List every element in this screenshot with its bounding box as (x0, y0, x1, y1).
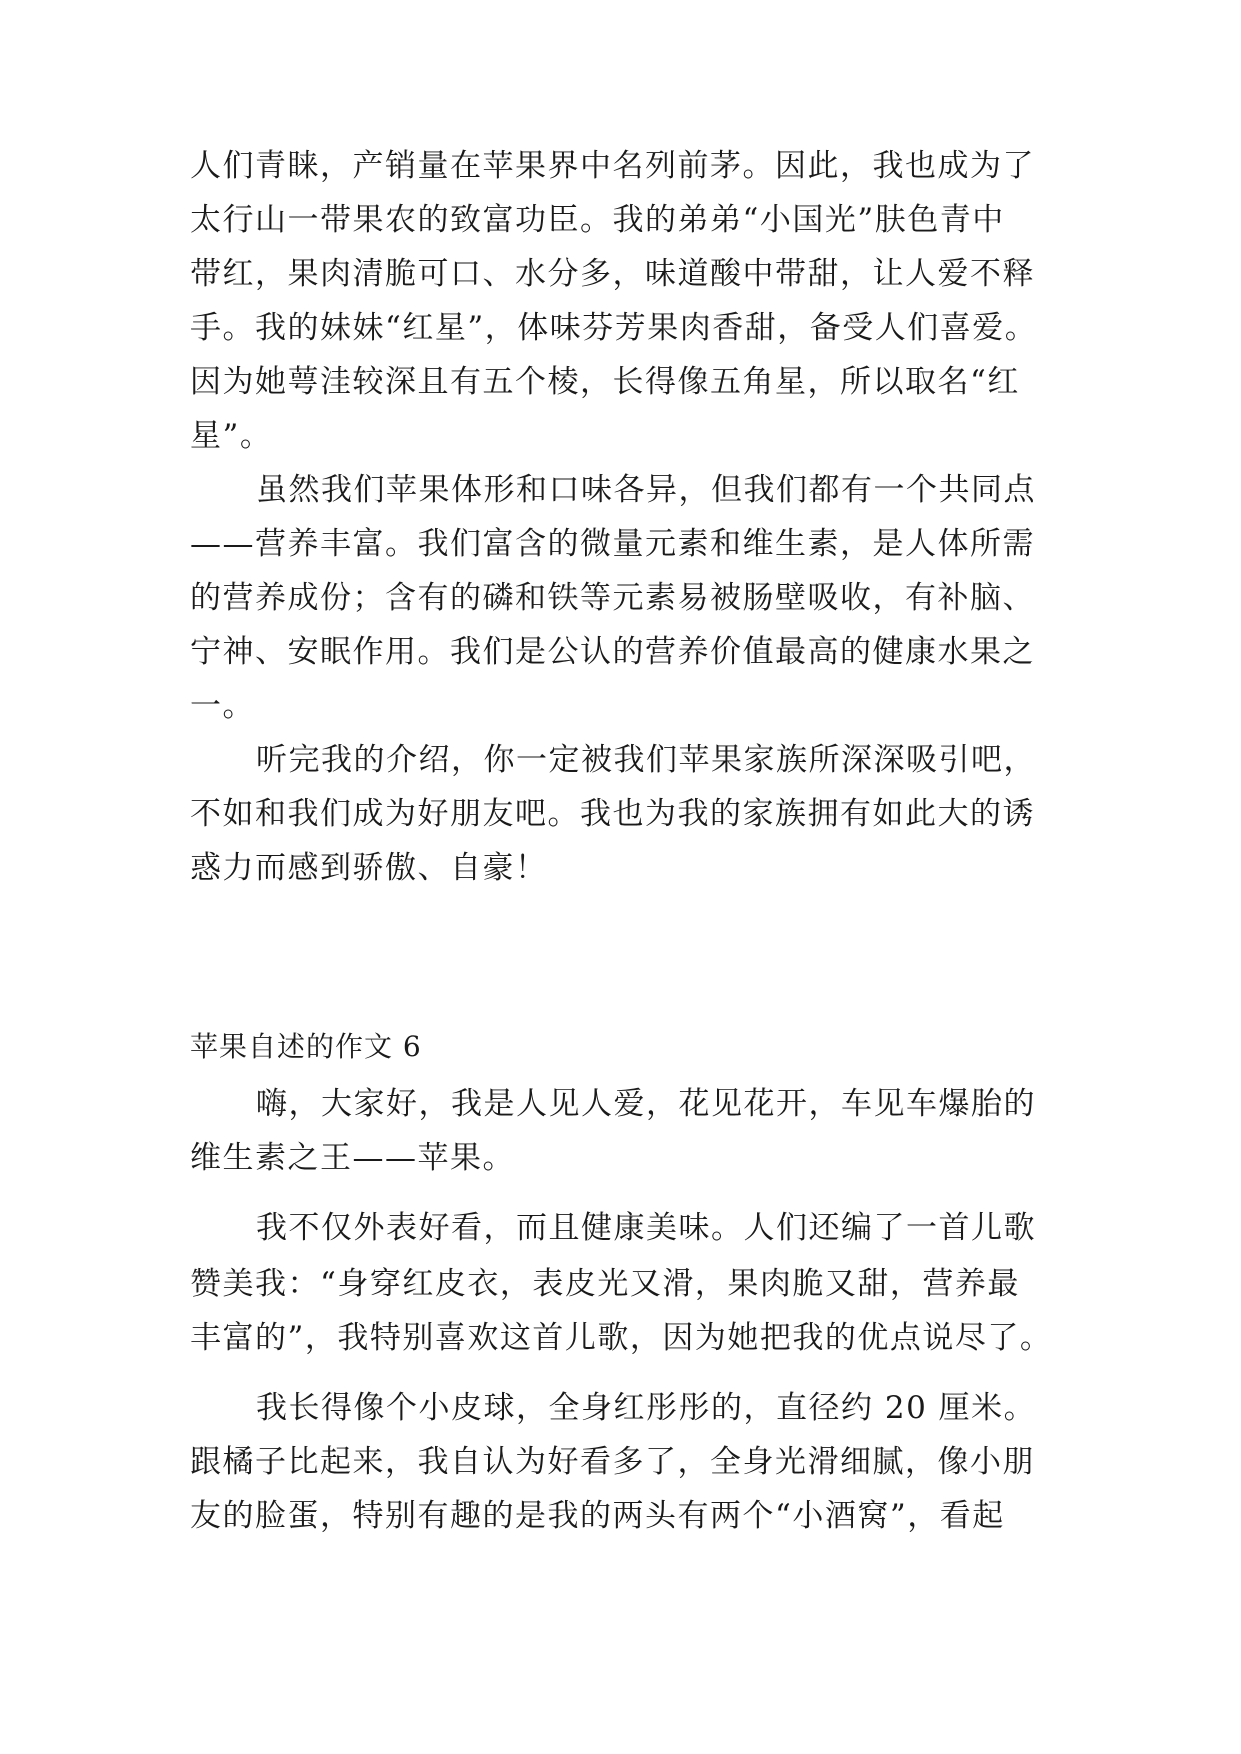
text-line: 人们青睐，产销量在苹果界中名列前茅。因此，我也成为了 (190, 148, 1035, 184)
text-line: 星”。 (190, 418, 273, 454)
text-line: 宁神、安眠作用。我们是公认的营养价值最高的健康水果之 (190, 634, 1035, 670)
text-line: 赞美我：“身穿红皮衣，表皮光又滑，果肉脆又甜，营养最 (190, 1266, 1020, 1302)
text-line: 惑力而感到骄傲、自豪！ (190, 850, 548, 886)
text-line: 手。我的妹妹“红星”，体味芬芳果肉香甜，备受人们喜爱。 (190, 310, 1038, 346)
text-line: 一。 (190, 688, 255, 724)
text-line: 太行山一带果农的致富功臣。我的弟弟“小国光”肤色青中 (190, 202, 1005, 238)
text-line: 友的脸蛋，特别有趣的是我的两头有两个“小酒窝”，看起 (190, 1498, 1005, 1534)
text-line: 维生素之王——苹果。 (190, 1140, 515, 1176)
text-line: 丰富的”，我特别喜欢这首儿歌，因为她把我的优点说尽了。 (190, 1320, 1053, 1356)
paragraph-first-line: 嗨，大家好，我是人见人爱，花见花开，车见车爆胎的 (256, 1086, 1036, 1122)
text-line: 不如和我们成为好朋友吧。我也为我的家族拥有如此大的诱 (190, 796, 1035, 832)
text-line: 带红，果肉清脆可口、水分多，味道酸中带甜，让人爱不释 (190, 256, 1035, 292)
text-line: 因为她萼洼较深且有五个棱，长得像五角星，所以取名“红 (190, 364, 1020, 400)
paragraph-first-line: 虽然我们苹果体形和口味各异，但我们都有一个共同点 (256, 472, 1036, 508)
paragraph-first-line: 听完我的介绍，你一定被我们苹果家族所深深吸引吧， (256, 742, 1036, 778)
text-line: ——营养丰富。我们富含的微量元素和维生素，是人体所需 (190, 526, 1035, 562)
text-line: 跟橘子比起来，我自认为好看多了，全身光滑细腻，像小朋 (190, 1444, 1035, 1480)
paragraph-first-line: 我长得像个小皮球，全身红彤彤的，直径约 20 厘米。 (256, 1390, 1037, 1426)
section-heading: 苹果自述的作文 6 (190, 1030, 422, 1063)
text-line: 的营养成份；含有的磷和铁等元素易被肠壁吸收，有补脑、 (190, 580, 1035, 616)
paragraph-first-line: 我不仅外表好看，而且健康美味。人们还编了一首儿歌 (256, 1210, 1036, 1246)
